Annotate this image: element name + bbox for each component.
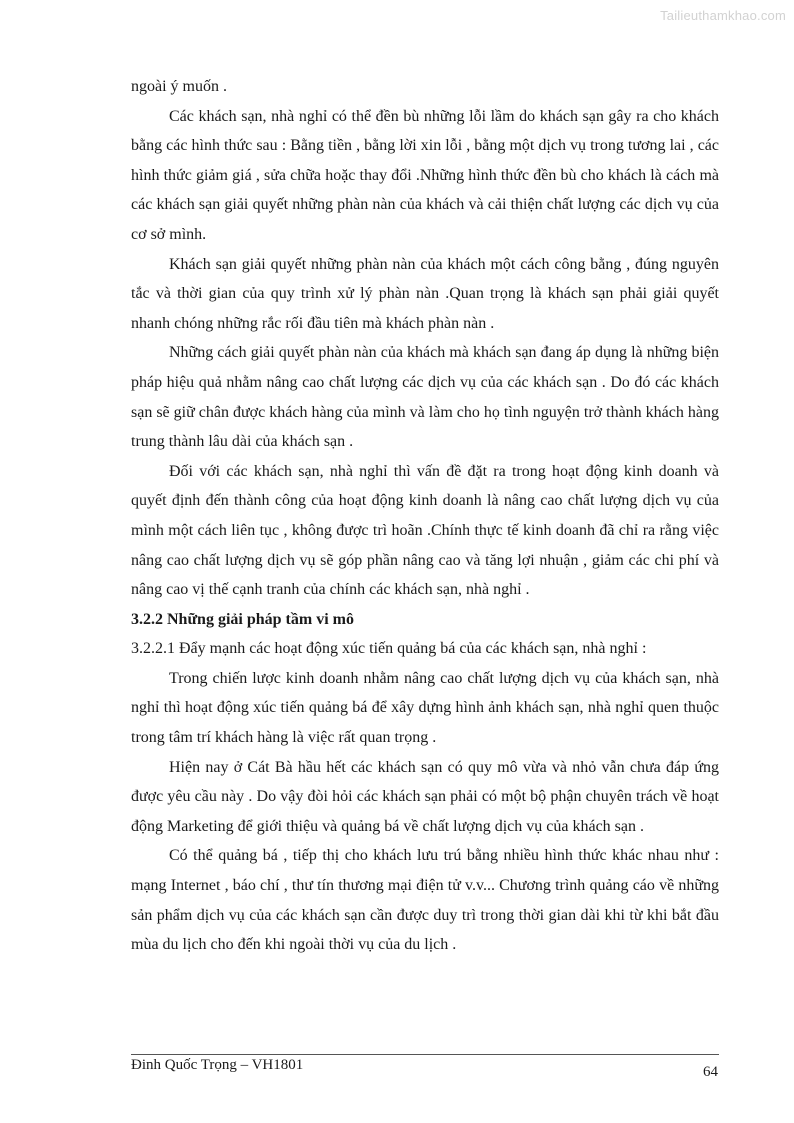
section-heading: 3.2.2 Những giải pháp tầm vi mô — [131, 610, 354, 628]
paragraph-continuation: ngoài ý muốn . — [131, 78, 227, 95]
document-body — [131, 72, 719, 960]
subsection-heading: 3.2.2.1 Đẩy mạnh các hoạt động xúc tiến quảng bá của các khách sạn, nhà nghỉ : — [131, 640, 647, 658]
paragraph-compensation: Các khách sạn, nhà nghỉ có thể đền bù những lỗi lầm do khách sạn gây ra cho khách bằng các hình thức sau : Bằng tiền , bằng lời xin lỗi , bằng một dịch vụ trong tương lai , các hình thức giảm giá , sửa chữa hoặc thay đổi .Những hình thức đền bù cho khách là cách mà các khách sạn giải quyết những phàn nàn của khách và cải thiện chất lượng các dịch vụ của cơ sở mình. — [131, 107, 719, 243]
paragraph-continuous-improvement: Đối với các khách sạn, nhà nghỉ thì vấn đề đặt ra trong hoạt động kinh doanh và quyết định đến thành công của hoạt động kinh doanh là nâng cao chất lượng dịch vụ của mình một cách liên tục , không được trì hoãn .Chính thực tế kinh doanh đã chỉ ra rằng việc nâng cao chất lượng dịch vụ sẽ góp phần nâng cao và tăng lợi nhuận , giảm các chi phí và nâng cao vị thế cạnh tranh của chính các khách sạn, nhà nghỉ . — [131, 462, 719, 599]
paragraph-fair-resolution: Khách sạn giải quyết những phàn nàn của khách một cách công bằng , đúng nguyên tắc và thời gian của quy trình xử lý phàn nàn .Quan trọng là khách sạn phải giải quyết nhanh chóng những rắc rối đầu tiên mà khách phàn nàn . — [131, 255, 719, 332]
footer-divider — [131, 1054, 719, 1055]
page-number: 64 — [703, 1064, 718, 1080]
paragraph-effective-measures: Những cách giải quyết phàn nàn của khách mà khách sạn đang áp dụng là những biện pháp hiệu quả nhằm nâng cao chất lượng các dịch vụ của các khách sạn . Do đó các khách sạn sẽ giữ chân được khách hàng của mình và làm cho họ tình nguyện trở thành khách hàng trung thành lâu dài của khách sạn . — [131, 344, 719, 451]
paragraph-marketing-channels: Có thể quảng bá , tiếp thị cho khách lưu trú bằng nhiều hình thức khác nhau như : mạng Internet , báo chí , thư tín thương mại điện tử v.v... Chương trình quảng cáo về những sản phẩm dịch vụ của các khách sạn cần được duy trì trong thời gian dài khi từ khi bắt đầu mùa du lịch cho đến khi ngoài thời vụ của du lịch . — [131, 847, 719, 954]
paragraph-cat-ba-status: Hiện nay ở Cát Bà hầu hết các khách sạn có quy mô vừa và nhỏ vẫn chưa đáp ứng được yêu cầu này . Do vậy đòi hỏi các khách sạn phải có một bộ phận chuyên trách về hoạt động Marketing để giới thiệu và quảng bá về chất lượng dịch vụ của khách sạn . — [131, 758, 719, 835]
watermark-text: Tailieuthamkhao.com — [660, 8, 786, 23]
footer-author: Đinh Quốc Trọng – VH1801 — [131, 1057, 304, 1073]
paragraph-promotion-strategy: Trong chiến lược kinh doanh nhằm nâng cao chất lượng dịch vụ của khách sạn, nhà nghỉ thì hoạt động xúc tiến quảng bá để xây dựng hình ảnh khách sạn, nhà nghỉ quen thuộc trong tâm trí khách hàng là việc rất quan trọng . — [131, 669, 719, 747]
